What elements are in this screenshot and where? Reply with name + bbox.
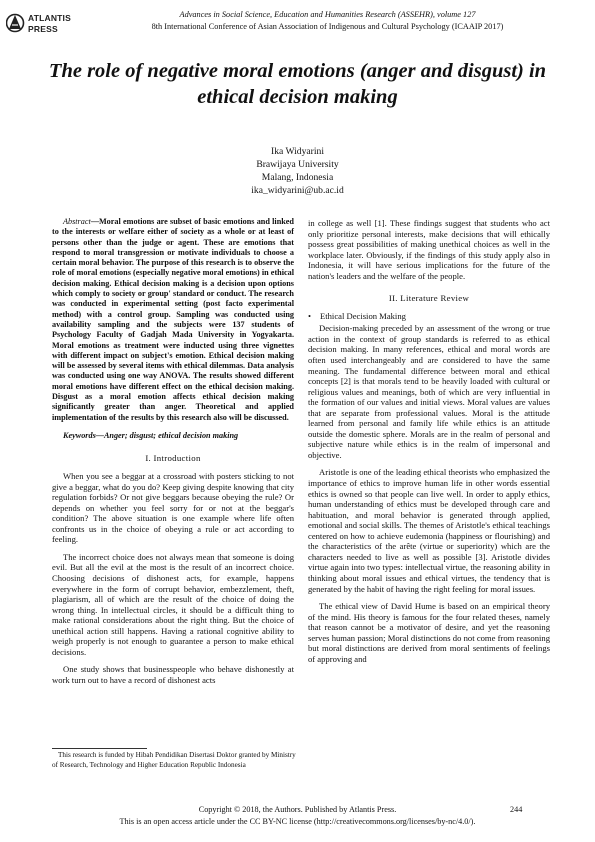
right-column (308, 218, 550, 664)
page-number: 244 (510, 805, 523, 814)
bullet-icon: • (308, 310, 312, 321)
publisher-logo (6, 10, 71, 40)
footnote: This research is funded by Hibah Pendidikan Disertasi Doktor granted by Ministry of Research, Technology and Higher Education Republic Indonesia (52, 751, 296, 769)
intro-paragraph: When you see a beggar at a crossroad with posters sticking to not give a beggar, what do you do? Keep giving despite knowing that city regulation forbids? Or not give beggars because obeying the rule? Or depends on whether you feel sorry for or not at the beggar's condition? The above situation is one example where life often confronts us in the choice of obeying a rule or act according to feeling. (52, 471, 294, 545)
running-header-journal: Advances in Social Science, Education and Humanities Research (ASSEHR), volume 127 (179, 10, 476, 19)
subsection-heading (308, 311, 550, 322)
abstract (52, 217, 294, 423)
running-header-conference: 8th International Conference of Asian Association of Indigenous and Cultural Psychology (ICAAIP 2017) (151, 22, 504, 31)
author-affiliation: Brawijaya University (256, 159, 339, 170)
intro-paragraph: One study shows that businesspeople who behave dishonestly at work turn out to have a record of dishonest acts (52, 664, 294, 685)
keywords (52, 431, 294, 442)
review-paragraph: The ethical view of David Hume is based on an empirical theory of the mind. His theory is famous for the four related theses, namely that reason cannot be a motivator of desire, and yet the reasoning serves human passion; Moral distinctions do not come from reasoning but moral distinctions are derived from moral sentiments of feelings of approving and (308, 601, 550, 664)
abstract-label: Abstract (63, 217, 91, 226)
continued-paragraph: in college as well [1]. These findings suggest that students who act only prioritize personal interests, make decisions that will ethically possess great possibilities of making unethical choices as well in the workplace later. Obviously, if the findings of this study apply also in Indonesia, it will have serious implications for the future of the nation's leaders and the welfare of the people. (308, 218, 550, 281)
footnote-divider (52, 748, 147, 749)
subsection-title: Ethical Decision Making (320, 310, 406, 321)
keywords-label: Keywords (63, 430, 96, 440)
atlantis-logo-icon (6, 12, 26, 36)
author-name: Ika Widyarini (271, 146, 324, 157)
logo-text-line1: ATLANTIS (28, 13, 71, 23)
left-column (52, 217, 294, 685)
keywords-text: Anger; disgust; ethical decision making (103, 430, 239, 440)
section-heading-literature-review: II. Literature Review (388, 293, 470, 304)
section-heading-introduction: I. Introduction (145, 453, 201, 464)
review-paragraph: Aristotle is one of the leading ethical theorists who emphasized the importance of ethics to improve human life in other words essential ethics is owned so that people can live well. In order to apply ethics, human understanding of ethics must be developed through care and habituation, and moral behavior is generated through applied, emotional and social skills. The themes of Aristotle's ethical teachings centered on how to achieve eudemonia (happiness or flourishing) and the characteristics of the arête (virtue or superiority) which are the characters needed to live as well as possible [3]. Aristotle divides virtue again into two types: intellectual virtue, the reasoning ability in thinking about moral issues and ethical virtues, the tendency that is generated by the habit of having the right feeling for moral issues. (308, 467, 550, 594)
author-email: ika_widyarini@ub.ac.id (251, 185, 344, 196)
keywords-dash: — (95, 430, 104, 440)
abstract-dash: — (90, 217, 99, 226)
author-block (0, 145, 595, 197)
review-paragraph: Decision-making preceded by an assessment of the wrong or true action in the context of group standards is referred to as ethical decision making. In many references, ethical and moral words are often used interchangeably and are considered to have the same meaning. The fundamental difference between moral and ethical concepts [2] is that morals tend to be heavily loaded with cultural or religious values and meanings, both of which are very influential in the formation of our values and initial views. Moral values are values that are separate from professional values. Moral is the attitude learned from personal and family life while ethics is an attitude outside the domestic sphere. Morals are in the realm of personal and subjective nature while ethics is in the realm of impersonal and objective. (308, 323, 550, 460)
logo-text-line2: PRESS (28, 24, 58, 34)
footer-license: This is an open access article under the CC BY-NC license (http://creativecommons.org/licenses/by-nc/4.0/). (119, 817, 476, 826)
intro-paragraph: The incorrect choice does not always mean that someone is doing evil. But all the evil at the most is the result of an incorrect choice. Choosing decisions of dishonest acts, for example, happens everywhere in the form of corrupt behavior, embezzlement, theft, plagiarism, all of which are the result of the choice of doing the wrong thing. In intellectual circles, it should be a difficult thing to make rational considerations about the right thing. But the choice of unethical action still happens. Having a rational cognitive ability to weigh properly is not enough to guarantee a person to make ethical decisions. (52, 551, 294, 657)
author-location: Malang, Indonesia (261, 172, 334, 183)
footer-copyright: Copyright © 2018, the Authors. Published by Atlantis Press. (198, 805, 397, 814)
paper-title: The role of negative moral emotions (anger and disgust) in ethical decision making (48, 60, 547, 108)
abstract-text: Moral emotions are subset of basic emotions and linked to the interests or welfare either of society as a whole or at least of persons other than the judge or agent. These are emotions that respond to moral transgression or motivate individuals to choose a certain moral behavior. The purpose of this research is to observe the role of moral emotions (especially negative moral emotions) in ethical decision making. Ethical decision making is a decision upon options which comply to society or group' standard or conduct. The research was conducted in experimental setting (post facto experimental method) with a control group. Sampling was conducted using availability sampling and the subjects were 137 students of Psychology Faculty of Gadjah Mada University in Yogyakarta. Moral emotions as treatment were inducted using three vignettes with different impact on subject's emotion. Ethical decision making will be assessed by several items with ethical dilemmas. Data analysis was conducted using one way ANOVA. The results showed different moral emotions have different effect on the ethical decision making. Disgust as a moral emotion affects ethical decision making significantly greater than anger. Theoretical and applied implementation of the results by this research also will be discussed. (52, 217, 294, 422)
